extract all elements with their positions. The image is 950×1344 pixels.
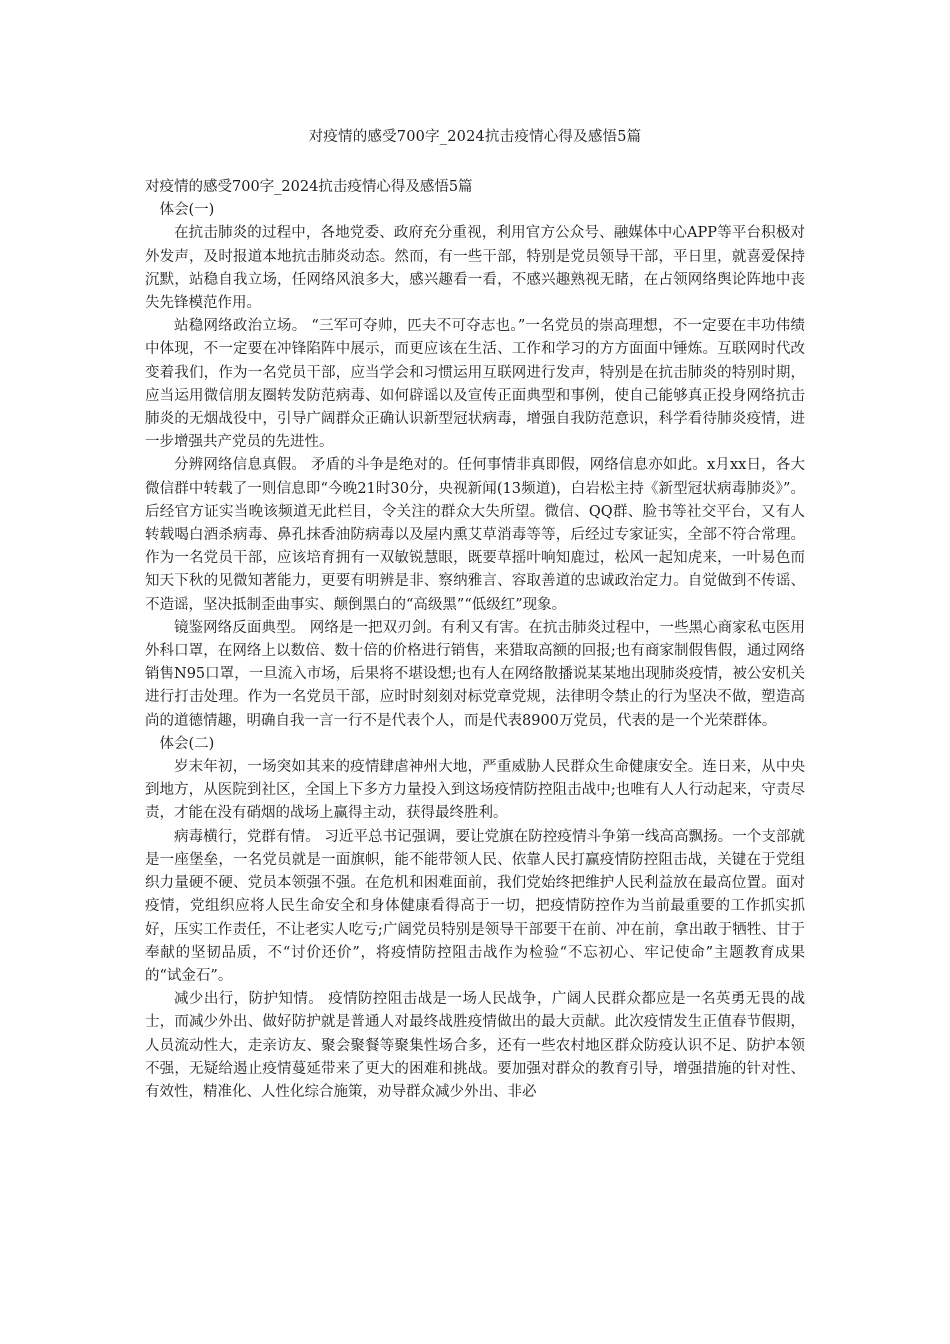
paragraph: 镜鉴网络反面典型。 网络是一把双刃剑。有利又有害。在抗击肺炎过程中，一些黑心商家私屯医用外科口罩，在网络上以数倍、数十倍的价格进行销售，来猎取高额的回报;也有商家制假售假，通过网络销售N95口罩，一旦流入市场，后果将不堪设想;也有人在网络散播说某某地出现肺炎疫情，被公安机关进行打击处理。作为一名党员干部，应时时刻刻对标党章党规，法律明令禁止的行为坚决不做，塑造高尚的道德情趣，明确自我一言一行不是代表个人，而是代表8900万党员，代表的是一个光荣群体。 [145,619,805,729]
paragraph: 岁末年初，一场突如其来的疫情肆虐神州大地，严重威胁人民群众生命健康安全。连日来，从中央到地方，从医院到社区，全国上下多方力量投入到这场疫情防控阻击战中;也唯有人人行动起来，守责尽责，才能在没有硝烟的战场上赢得主动，获得最终胜利。 [145,759,805,822]
lead-line: 对疫情的感受700字_2024抗击疫情心得及感悟5篇 [145,179,473,195]
paragraph: 减少出行，防护知情。 疫情防控阻击战是一场人民战争，广阔人民群众都应是一名英勇无畏的战士，而减少外出、做好防护就是普通人对最终战胜疫情做出的最大贡献。此次疫情发生正值春节假期，人员流动性大，走亲访友、聚会聚餐等聚集性场合多，还有一些农村地区群众防疫认识不足、防护本领不强，无疑给遏止疫情蔓延带来了更大的困难和挑战。要加强对群众的教育引导，增强措施的针对性、有效性，精准化、人性化综合施策，劝导群众减少外出、非必 [145,991,805,1100]
paragraph: 分辨网络信息真假。 矛盾的斗争是绝对的。任何事情非真即假，网络信息亦如此。x月xx日，各大微信群中转载了一则信息即“今晚21时30分，央视新闻(13频道)，白岩松主持《新型冠状病毒肺炎》”。后经官方证实当晚该频道无此栏目，令关注的群众大失所望。微信、QQ群、脸书等社交平台，又有人转载喝白酒杀病毒、鼻孔抹香油防病毒以及屋内熏艾草消毒等等，后经过专家证实，全部不符合常理。作为一名党员干部，应该培育拥有一双敏锐慧眼，既要草摇叶响知鹿过，松风一起知虎来，一叶易色而知天下秋的见微知著能力，更要有明辨是非、察纳雅言、容取善道的忠诚政治定力。自觉做到不传谣、不造谣，坚决抵制歪曲事实、颠倒黑白的“高级黑”“低级红”现象。 [145,457,805,613]
paragraph: 病毒横行，党群有情。 习近平总书记强调，要让党旗在防控疫情斗争第一线高高飘扬。一个支部就是一座堡垒，一名党员就是一面旗帜，能不能带领人民、依靠人民打赢疫情防控阻击战，关键在于党组织力量硬不硬、党员本领强不强。在危机和困难面前，我们党始终把维护人民利益放在最高位置。面对疫情，党组织应将人民生命安全和身体健康看得高于一切，把疫情防控作为当前最重要的工作抓实抓好，压实工作责任，不让老实人吃亏;广阔党员特别是领导干部要干在前、冲在前，拿出敢于牺牲、甘于奉献的坚韧品质，不“讨价还价”，将疫情防控阻击战作为检验“不忘初心、牢记使命”主题教育成果的“试金石”。 [145,828,805,984]
paragraph: 在抗击肺炎的过程中，各地党委、政府充分重视，利用官方公众号、融媒体中心APP等平台积极对外发声，及时报道本地抗击肺炎动态。然而，有一些干部，特别是党员领导干部，平日里，就喜爱保持沉默，站稳自我立场，任网络风浪多大，感兴趣看一看，不感兴趣熟视无睹，在占领网络舆论阵地中丧失先锋模范作用。 [145,225,805,312]
section-heading: 体会(二) [159,735,215,752]
section-heading: 体会(一) [159,202,215,219]
document-title: 对疫情的感受700字_2024抗击疫情心得及感悟5篇 [308,129,642,145]
paragraph: 站稳网络政治立场。 “三军可夺帅，匹夫不可夺志也。”一名党员的崇高理想，不一定要在丰功伟绩中体现，不一定要在冲锋陷阵中展示，而更应该在生活、工作和学习的方方面面中锤炼。互联网时代改变着我们，作为一名党员干部，应当学会和习惯运用互联网进行发声，特别是在抗击肺炎的特别时期，应当运用微信朋友圈转发防范病毒、如何辟谣以及宣传正面典型和事例，使自己能够真正投身网络抗击肺炎的无烟战役中，引导广阔群众正确认识新型冠状病毒，增强自我防范意识，科学看待肺炎疫情，进一步增强共产党员的先进性。 [145,318,805,451]
document-body [145,176,805,1104]
